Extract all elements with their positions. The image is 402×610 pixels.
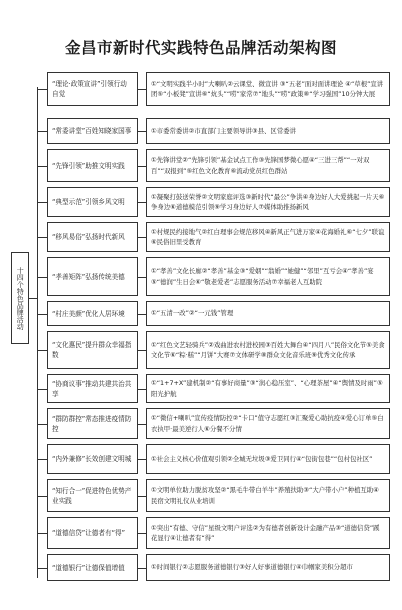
detail-connector	[138, 533, 146, 534]
detail-text: ①“文明实践半小时”大喇叭②云课堂、微宣讲 ③“五老”面对面讲理论 ④“草根”宣讲团⑤“小板凳”宣讲⑥“炕头”“唠”家常⑦“地头”“唠”政策⑧“学习强国”10分钟大展	[151, 79, 384, 98]
trunk-line	[37, 87, 38, 578]
branch-connector	[37, 459, 47, 460]
root-connector	[29, 298, 37, 299]
detail-connector	[138, 568, 146, 569]
category-label: “先锋引领”助推文明实践	[52, 161, 125, 170]
detail-text: ①“五清一改”②“一元钱”管理	[151, 309, 234, 318]
category-node	[47, 374, 138, 403]
detail-connector	[138, 131, 146, 132]
branch-connector	[37, 424, 47, 425]
detail-connector	[138, 459, 146, 460]
detail-text: ①社会主义核心价值观引领②全城无垃圾③爱卫同行④“包街包巷”“包村包社区”	[151, 454, 373, 463]
category-node	[47, 149, 138, 182]
category-label: “移风易俗”弘扬时代新风	[52, 233, 125, 241]
category-node	[47, 554, 138, 581]
detail-text: ①村规民约接地气②红白理事会规范移风④新风正气进万家④花海婚礼⑥“七夕”联谊⑥民俗旧里受教育	[151, 227, 385, 246]
detail-connector	[138, 496, 146, 497]
category-node	[47, 331, 138, 369]
detail-node	[146, 374, 390, 403]
detail-node	[146, 554, 390, 581]
detail-text: ①突出“有德、守信”星级文明户评选②为有德者创新设计金融产品③“道德信贷”蹊花显行④让德者有“得”	[151, 523, 380, 542]
page-title: 金昌市新时代实践特色品牌活动架构图	[64, 39, 337, 57]
detail-node	[146, 301, 390, 326]
detail-connector	[138, 314, 146, 315]
detail-connector	[138, 424, 146, 425]
detail-connector	[138, 350, 146, 351]
category-label: “孝善矩阵”弘扬传统美德	[52, 272, 125, 281]
detail-text: ①“1+7+X”建机制②“有事好商量”③“润心稳压室”、“心理茶屋”④“舆情及时雨”⑤阳光护航	[151, 379, 383, 398]
branch-connector	[37, 568, 47, 569]
branch-connector	[37, 389, 47, 390]
branch-connector	[37, 533, 47, 534]
branch-connector	[37, 89, 47, 90]
detail-node	[146, 517, 390, 549]
detail-node	[146, 257, 390, 296]
root-label: 十四个特色品牌活动	[16, 266, 25, 330]
detail-text: ①时间银行②志愿服务道德银行③好人好事道德银行④巾帼家美积分超市	[151, 563, 353, 572]
detail-node	[146, 187, 390, 217]
branch-connector	[37, 350, 47, 351]
detail-text: ①市委常委讲②市直部门主要领导讲③县、区常委讲	[151, 126, 296, 135]
category-label: “协商议事”推动共建共治共享	[52, 379, 132, 398]
category-node	[47, 444, 138, 474]
branch-connector	[37, 202, 47, 203]
branch-connector	[37, 237, 47, 238]
detail-connector	[138, 166, 146, 167]
detail-node	[146, 408, 390, 439]
detail-node	[146, 149, 390, 182]
category-label: “道德信贷”让德者有“得”	[52, 529, 126, 537]
detail-node	[146, 222, 390, 252]
root-node	[11, 252, 29, 344]
detail-node	[146, 72, 390, 106]
branch-connector	[37, 496, 47, 497]
detail-connector	[138, 202, 146, 203]
detail-node	[146, 444, 390, 474]
category-node	[47, 222, 138, 252]
branch-connector	[37, 277, 47, 278]
category-label: “村庄美颜”优化人居环境	[52, 309, 125, 318]
category-node	[47, 118, 138, 144]
detail-text: ①“孝善”文化长廊②“孝善”基金③“爱姻”“翁婚”“她健”“邻里”互亏会④“孝善”宴⑤“德润”生日会⑥“敬老爱老”志愿服务活动⑦幸福老人互助院	[151, 267, 374, 286]
detail-connector	[138, 89, 146, 90]
branch-connector	[37, 314, 47, 315]
category-label: “常委讲堂”百姓知晓家国事	[52, 127, 132, 135]
category-node	[47, 72, 138, 106]
category-label: “道德银行”让德保值增值	[52, 563, 125, 572]
category-node	[47, 257, 138, 296]
category-label: “典型示范”引领乡风文明	[52, 198, 125, 206]
branch-connector	[37, 131, 47, 132]
detail-connector	[138, 237, 146, 238]
detail-text: ①文明单位助力脱贫攻坚②“黑毛牛带白羊牛”养殖扶助③“大户带小户”种植互助④民宿文明礼仪从业培训	[151, 486, 379, 505]
detail-connector	[138, 389, 146, 390]
category-node	[47, 187, 138, 217]
category-node	[47, 517, 138, 549]
detail-text: ①凝聚打鼓送荣誉②文明家庭评选③新时代“最公”争洪④身边好人大爱挑起一片天⑥争身边⑥道德模范引领⑨学习身边好人⑦媒体助推扬新风	[151, 192, 385, 211]
detail-text: ①先锋讲堂②“先锋引领”基金试点工作③先锋国梦微心愿④“三进三帮”“一对双百”“双报到”⑤红色文化教育⑥流动党员红色群站	[151, 156, 370, 175]
category-label: “群防群控”常态推进疫情防控	[52, 414, 132, 433]
category-node	[47, 479, 138, 512]
detail-text: ①“微信+喇叭”宣传疫情防控②“卡口”值守志愿红③汇聚爱心助抗疫④爱心订单⑤白衣执甲·最美逆行人⑥分餐不分情	[151, 414, 384, 433]
category-label: “知行合一”促进特色优势产业实践	[52, 486, 132, 505]
branch-connector	[37, 166, 47, 167]
detail-node	[146, 331, 390, 369]
detail-connector	[138, 277, 146, 278]
category-label: “理论·政策宣讲”引领行动自觉	[52, 80, 127, 98]
category-node	[47, 408, 138, 439]
detail-node	[146, 479, 390, 512]
category-label: “内外兼修”长效创建文明城	[52, 455, 132, 463]
detail-text: ①“红色文艺轻骑兵”②戏曲进农村进校园③百姓大舞台④“四月八”民俗文化节⑤美食文化节⑥“粽·糕”“月饼”大赛⑦文体研学⑧群众文化音乐班⑨优秀文化传承	[151, 340, 385, 359]
category-node	[47, 301, 138, 326]
category-label: “文化惠民”提升群众幸福指数	[52, 341, 132, 359]
detail-node	[146, 118, 390, 144]
